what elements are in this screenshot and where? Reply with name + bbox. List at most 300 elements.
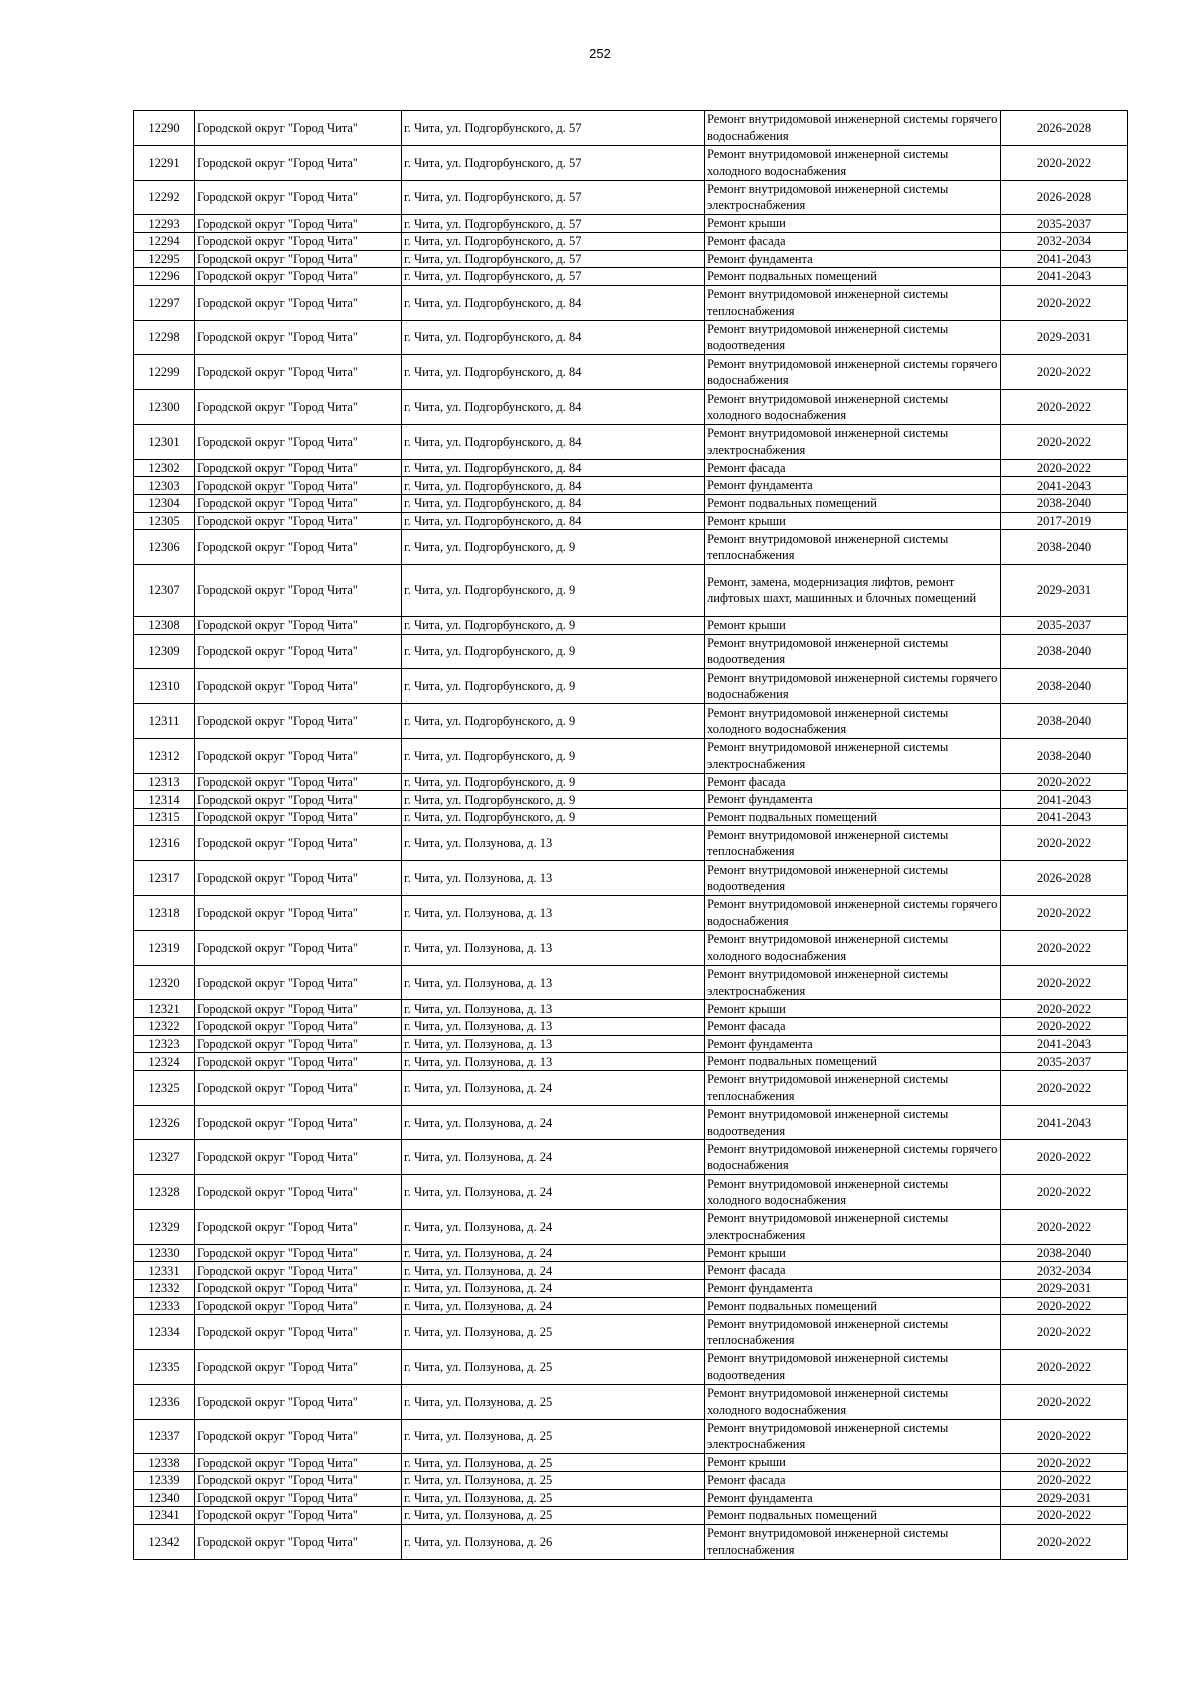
work-type-cell: Ремонт подвальных помещений [705,494,1001,512]
municipality-cell: Городской округ "Город Чита" [195,616,402,634]
municipality-cell: Городской округ "Город Чита" [195,1210,402,1245]
work-type-cell: Ремонт внутридомовой инженерной системы теплоснабжения [705,1315,1001,1350]
municipality-cell: Городской округ "Город Чита" [195,145,402,180]
work-type-cell: Ремонт внутридомовой инженерной системы горячего водоснабжения [705,1140,1001,1175]
table-row [134,1210,1128,1245]
municipality-cell: Городской округ "Город Чита" [195,530,402,565]
period-cell: 2029-2031 [1001,564,1128,616]
work-type-cell: Ремонт внутридомовой инженерной системы электроснабжения [705,1419,1001,1454]
row-number: 12305 [134,512,195,530]
address-cell: г. Чита, ул. Ползунова, д. 24 [402,1210,705,1245]
table-row [134,215,1128,233]
row-number: 12320 [134,965,195,1000]
period-cell: 2038-2040 [1001,704,1128,739]
municipality-cell: Городской округ "Город Чита" [195,1105,402,1140]
table-row [134,320,1128,355]
period-cell: 2038-2040 [1001,530,1128,565]
row-number: 12309 [134,634,195,669]
row-number: 12313 [134,773,195,791]
address-cell: г. Чита, ул. Подгорбунского, д. 9 [402,791,705,809]
period-cell: 2041-2043 [1001,808,1128,826]
work-type-cell: Ремонт, замена, модернизация лифтов, ремонт лифтовых шахт, машинных и блочных помещений [705,564,1001,616]
period-cell: 2020-2022 [1001,145,1128,180]
address-cell: г. Чита, ул. Ползунова, д. 13 [402,826,705,861]
row-number: 12332 [134,1280,195,1298]
table-body [134,111,1128,1560]
address-cell: г. Чита, ул. Подгорбунского, д. 57 [402,111,705,146]
work-type-cell: Ремонт внутридомовой инженерной системы электроснабжения [705,424,1001,459]
work-type-cell: Ремонт фундамента [705,1280,1001,1298]
address-cell: г. Чита, ул. Ползунова, д. 25 [402,1489,705,1507]
table-row [134,268,1128,286]
row-number: 12307 [134,564,195,616]
period-cell: 2041-2043 [1001,268,1128,286]
municipality-cell: Городской округ "Город Чита" [195,791,402,809]
municipality-cell: Городской округ "Город Чита" [195,1419,402,1454]
work-type-cell: Ремонт внутридомовой инженерной системы теплоснабжения [705,826,1001,861]
address-cell: г. Чита, ул. Ползунова, д. 24 [402,1280,705,1298]
work-type-cell: Ремонт крыши [705,512,1001,530]
address-cell: г. Чита, ул. Ползунова, д. 25 [402,1419,705,1454]
work-type-cell: Ремонт внутридомовой инженерной системы электроснабжения [705,180,1001,215]
period-cell: 2020-2022 [1001,1419,1128,1454]
work-type-cell: Ремонт внутридомовой инженерной системы водоотведения [705,1350,1001,1385]
period-cell: 2041-2043 [1001,1035,1128,1053]
table-row [134,111,1128,146]
work-type-cell: Ремонт подвальных помещений [705,808,1001,826]
table-row [134,1419,1128,1454]
work-type-cell: Ремонт фасада [705,459,1001,477]
table-row [134,1244,1128,1262]
work-type-cell: Ремонт внутридомовой инженерной системы холодного водоснабжения [705,930,1001,965]
work-type-cell: Ремонт фасада [705,773,1001,791]
work-type-cell: Ремонт крыши [705,1244,1001,1262]
table-row [134,1507,1128,1525]
period-cell: 2020-2022 [1001,773,1128,791]
row-number: 12331 [134,1262,195,1280]
municipality-cell: Городской округ "Город Чита" [195,1175,402,1210]
repair-schedule-table [133,110,1128,1560]
period-cell: 2020-2022 [1001,1140,1128,1175]
municipality-cell: Городской округ "Город Чита" [195,1471,402,1489]
period-cell: 2041-2043 [1001,250,1128,268]
table-row [134,634,1128,669]
table-row [134,616,1128,634]
row-number: 12301 [134,424,195,459]
work-type-cell: Ремонт внутридомовой инженерной системы водоотведения [705,320,1001,355]
address-cell: г. Чита, ул. Ползунова, д. 25 [402,1454,705,1472]
row-number: 12329 [134,1210,195,1245]
municipality-cell: Городской округ "Город Чита" [195,390,402,425]
table-row [134,861,1128,896]
row-number: 12292 [134,180,195,215]
work-type-cell: Ремонт крыши [705,1454,1001,1472]
municipality-cell: Городской округ "Город Чита" [195,861,402,896]
period-cell: 2020-2022 [1001,1018,1128,1036]
period-cell: 2041-2043 [1001,1105,1128,1140]
row-number: 12299 [134,355,195,390]
municipality-cell: Городской округ "Город Чита" [195,1350,402,1385]
work-type-cell: Ремонт внутридомовой инженерной системы теплоснабжения [705,1070,1001,1105]
table-row [134,738,1128,773]
period-cell: 2032-2034 [1001,232,1128,250]
row-number: 12341 [134,1507,195,1525]
address-cell: г. Чита, ул. Ползунова, д. 13 [402,1035,705,1053]
table-row [134,930,1128,965]
address-cell: г. Чита, ул. Ползунова, д. 26 [402,1524,705,1559]
municipality-cell: Городской округ "Город Чита" [195,268,402,286]
table-row [134,232,1128,250]
municipality-cell: Городской округ "Город Чита" [195,232,402,250]
work-type-cell: Ремонт подвальных помещений [705,1053,1001,1071]
period-cell: 2038-2040 [1001,494,1128,512]
municipality-cell: Городской округ "Город Чита" [195,494,402,512]
row-number: 12295 [134,250,195,268]
municipality-cell: Городской округ "Город Чита" [195,1262,402,1280]
period-cell: 2020-2022 [1001,285,1128,320]
table-row [134,808,1128,826]
municipality-cell: Городской округ "Город Чита" [195,704,402,739]
period-cell: 2020-2022 [1001,1471,1128,1489]
table-row [134,1350,1128,1385]
period-cell: 2020-2022 [1001,1524,1128,1559]
period-cell: 2029-2031 [1001,1489,1128,1507]
address-cell: г. Чита, ул. Ползунова, д. 13 [402,1018,705,1036]
municipality-cell: Городской округ "Город Чита" [195,459,402,477]
period-cell: 2020-2022 [1001,424,1128,459]
address-cell: г. Чита, ул. Ползунова, д. 13 [402,1053,705,1071]
period-cell: 2020-2022 [1001,930,1128,965]
period-cell: 2017-2019 [1001,512,1128,530]
municipality-cell: Городской округ "Город Чита" [195,111,402,146]
row-number: 12297 [134,285,195,320]
table-row [134,965,1128,1000]
row-number: 12308 [134,616,195,634]
row-number: 12306 [134,530,195,565]
table-row [134,1384,1128,1419]
period-cell: 2020-2022 [1001,896,1128,931]
table-row [134,1053,1128,1071]
work-type-cell: Ремонт крыши [705,215,1001,233]
address-cell: г. Чита, ул. Ползунова, д. 24 [402,1297,705,1315]
period-cell: 2020-2022 [1001,1000,1128,1018]
address-cell: г. Чита, ул. Подгорбунского, д. 84 [402,512,705,530]
row-number: 12291 [134,145,195,180]
table-row [134,1524,1128,1559]
address-cell: г. Чита, ул. Подгорбунского, д. 57 [402,180,705,215]
municipality-cell: Городской округ "Город Чита" [195,1524,402,1559]
table-row [134,773,1128,791]
period-cell: 2020-2022 [1001,1175,1128,1210]
work-type-cell: Ремонт внутридомовой инженерной системы водоотведения [705,1105,1001,1140]
address-cell: г. Чита, ул. Ползунова, д. 13 [402,930,705,965]
period-cell: 2020-2022 [1001,1297,1128,1315]
municipality-cell: Городской округ "Город Чита" [195,1507,402,1525]
work-type-cell: Ремонт фасада [705,232,1001,250]
table-row [134,1262,1128,1280]
work-type-cell: Ремонт подвальных помещений [705,1297,1001,1315]
row-number: 12298 [134,320,195,355]
address-cell: г. Чита, ул. Ползунова, д. 25 [402,1315,705,1350]
address-cell: г. Чита, ул. Ползунова, д. 24 [402,1262,705,1280]
period-cell: 2020-2022 [1001,1315,1128,1350]
work-type-cell: Ремонт внутридомовой инженерной системы холодного водоснабжения [705,1175,1001,1210]
period-cell: 2020-2022 [1001,1210,1128,1245]
row-number: 12304 [134,494,195,512]
municipality-cell: Городской округ "Город Чита" [195,773,402,791]
row-number: 12335 [134,1350,195,1385]
row-number: 12312 [134,738,195,773]
period-cell: 2029-2031 [1001,1280,1128,1298]
address-cell: г. Чита, ул. Ползунова, д. 25 [402,1384,705,1419]
table-row [134,1105,1128,1140]
address-cell: г. Чита, ул. Ползунова, д. 25 [402,1471,705,1489]
row-number: 12340 [134,1489,195,1507]
municipality-cell: Городской округ "Город Чита" [195,424,402,459]
table-row [134,896,1128,931]
work-type-cell: Ремонт внутридомовой инженерной системы холодного водоснабжения [705,704,1001,739]
address-cell: г. Чита, ул. Ползунова, д. 24 [402,1070,705,1105]
row-number: 12293 [134,215,195,233]
row-number: 12325 [134,1070,195,1105]
address-cell: г. Чита, ул. Подгорбунского, д. 84 [402,355,705,390]
work-type-cell: Ремонт внутридомовой инженерной системы электроснабжения [705,738,1001,773]
address-cell: г. Чита, ул. Подгорбунского, д. 57 [402,232,705,250]
municipality-cell: Городской округ "Город Чита" [195,1384,402,1419]
row-number: 12300 [134,390,195,425]
municipality-cell: Городской округ "Город Чита" [195,1244,402,1262]
row-number: 12339 [134,1471,195,1489]
table-row [134,477,1128,495]
table-row [134,1280,1128,1298]
municipality-cell: Городской округ "Город Чита" [195,285,402,320]
municipality-cell: Городской округ "Город Чита" [195,1140,402,1175]
table-row [134,1297,1128,1315]
municipality-cell: Городской округ "Город Чита" [195,896,402,931]
period-cell: 2020-2022 [1001,1070,1128,1105]
address-cell: г. Чита, ул. Подгорбунского, д. 84 [402,477,705,495]
table-row [134,512,1128,530]
table-row [134,791,1128,809]
period-cell: 2026-2028 [1001,180,1128,215]
row-number: 12319 [134,930,195,965]
table-row [134,459,1128,477]
work-type-cell: Ремонт внутридомовой инженерной системы теплоснабжения [705,285,1001,320]
municipality-cell: Городской округ "Город Чита" [195,564,402,616]
period-cell: 2038-2040 [1001,669,1128,704]
municipality-cell: Городской округ "Город Чита" [195,738,402,773]
work-type-cell: Ремонт внутридомовой инженерной системы электроснабжения [705,1210,1001,1245]
address-cell: г. Чита, ул. Подгорбунского, д. 84 [402,424,705,459]
municipality-cell: Городской округ "Город Чита" [195,215,402,233]
work-type-cell: Ремонт внутридомовой инженерной системы теплоснабжения [705,530,1001,565]
row-number: 12342 [134,1524,195,1559]
address-cell: г. Чита, ул. Подгорбунского, д. 9 [402,669,705,704]
table-row [134,1471,1128,1489]
table-row [134,180,1128,215]
row-number: 12333 [134,1297,195,1315]
municipality-cell: Городской округ "Город Чита" [195,669,402,704]
address-cell: г. Чита, ул. Ползунова, д. 24 [402,1105,705,1140]
row-number: 12317 [134,861,195,896]
period-cell: 2020-2022 [1001,1507,1128,1525]
table-row [134,1175,1128,1210]
work-type-cell: Ремонт подвальных помещений [705,1507,1001,1525]
row-number: 12336 [134,1384,195,1419]
municipality-cell: Городской округ "Город Чита" [195,1053,402,1071]
row-number: 12322 [134,1018,195,1036]
work-type-cell: Ремонт внутридомовой инженерной системы холодного водоснабжения [705,1384,1001,1419]
table-row [134,424,1128,459]
address-cell: г. Чита, ул. Ползунова, д. 13 [402,1000,705,1018]
period-cell: 2020-2022 [1001,390,1128,425]
period-cell: 2020-2022 [1001,826,1128,861]
municipality-cell: Городской округ "Город Чита" [195,965,402,1000]
address-cell: г. Чита, ул. Подгорбунского, д. 9 [402,564,705,616]
period-cell: 2026-2028 [1001,861,1128,896]
row-number: 12296 [134,268,195,286]
work-type-cell: Ремонт внутридомовой инженерной системы горячего водоснабжения [705,896,1001,931]
period-cell: 2041-2043 [1001,477,1128,495]
municipality-cell: Городской округ "Город Чита" [195,930,402,965]
municipality-cell: Городской округ "Город Чита" [195,1297,402,1315]
row-number: 12321 [134,1000,195,1018]
work-type-cell: Ремонт фундамента [705,1035,1001,1053]
address-cell: г. Чита, ул. Подгорбунского, д. 84 [402,459,705,477]
address-cell: г. Чита, ул. Подгорбунского, д. 9 [402,704,705,739]
address-cell: г. Чита, ул. Ползунова, д. 24 [402,1140,705,1175]
period-cell: 2026-2028 [1001,111,1128,146]
period-cell: 2032-2034 [1001,1262,1128,1280]
work-type-cell: Ремонт внутридомовой инженерной системы горячего водоснабжения [705,111,1001,146]
table-row [134,285,1128,320]
period-cell: 2035-2037 [1001,215,1128,233]
address-cell: г. Чита, ул. Ползунова, д. 25 [402,1507,705,1525]
municipality-cell: Городской округ "Город Чита" [195,1489,402,1507]
work-type-cell: Ремонт внутридомовой инженерной системы водоотведения [705,861,1001,896]
work-type-cell: Ремонт фасада [705,1018,1001,1036]
address-cell: г. Чита, ул. Подгорбунского, д. 84 [402,285,705,320]
municipality-cell: Городской округ "Город Чита" [195,1454,402,1472]
table-row [134,1489,1128,1507]
row-number: 12327 [134,1140,195,1175]
row-number: 12328 [134,1175,195,1210]
work-type-cell: Ремонт крыши [705,616,1001,634]
address-cell: г. Чита, ул. Подгорбунского, д. 84 [402,494,705,512]
address-cell: г. Чита, ул. Ползунова, д. 13 [402,861,705,896]
table-row [134,1018,1128,1036]
address-cell: г. Чита, ул. Подгорбунского, д. 9 [402,738,705,773]
municipality-cell: Городской округ "Город Чита" [195,1280,402,1298]
municipality-cell: Городской округ "Город Чита" [195,808,402,826]
address-cell: г. Чита, ул. Подгорбунского, д. 9 [402,634,705,669]
row-number: 12315 [134,808,195,826]
row-number: 12318 [134,896,195,931]
address-cell: г. Чита, ул. Подгорбунского, д. 57 [402,215,705,233]
table-row [134,250,1128,268]
row-number: 12302 [134,459,195,477]
period-cell: 2020-2022 [1001,965,1128,1000]
period-cell: 2041-2043 [1001,791,1128,809]
row-number: 12338 [134,1454,195,1472]
row-number: 12337 [134,1419,195,1454]
period-cell: 2020-2022 [1001,459,1128,477]
table-row [134,826,1128,861]
period-cell: 2035-2037 [1001,1053,1128,1071]
address-cell: г. Чита, ул. Ползунова, д. 25 [402,1350,705,1385]
address-cell: г. Чита, ул. Ползунова, д. 13 [402,965,705,1000]
table-row [134,1140,1128,1175]
row-number: 12311 [134,704,195,739]
period-cell: 2020-2022 [1001,1350,1128,1385]
municipality-cell: Городской округ "Город Чита" [195,1035,402,1053]
table-row [134,145,1128,180]
address-cell: г. Чита, ул. Подгорбунского, д. 57 [402,145,705,180]
period-cell: 2038-2040 [1001,1244,1128,1262]
row-number: 12323 [134,1035,195,1053]
address-cell: г. Чита, ул. Ползунова, д. 24 [402,1175,705,1210]
work-type-cell: Ремонт внутридомовой инженерной системы горячего водоснабжения [705,669,1001,704]
period-cell: 2020-2022 [1001,1454,1128,1472]
table-row [134,669,1128,704]
table-row [134,1315,1128,1350]
address-cell: г. Чита, ул. Подгорбунского, д. 84 [402,320,705,355]
municipality-cell: Городской округ "Город Чита" [195,634,402,669]
row-number: 12290 [134,111,195,146]
table-row [134,704,1128,739]
work-type-cell: Ремонт фасада [705,1471,1001,1489]
work-type-cell: Ремонт внутридомовой инженерной системы холодного водоснабжения [705,145,1001,180]
address-cell: г. Чита, ул. Подгорбунского, д. 9 [402,808,705,826]
municipality-cell: Городской округ "Город Чита" [195,1070,402,1105]
municipality-cell: Городской округ "Город Чита" [195,1315,402,1350]
work-type-cell: Ремонт фундамента [705,250,1001,268]
row-number: 12324 [134,1053,195,1071]
row-number: 12316 [134,826,195,861]
row-number: 12314 [134,791,195,809]
period-cell: 2038-2040 [1001,634,1128,669]
address-cell: г. Чита, ул. Подгорбунского, д. 57 [402,250,705,268]
municipality-cell: Городской округ "Город Чита" [195,477,402,495]
work-type-cell: Ремонт крыши [705,1000,1001,1018]
row-number: 12303 [134,477,195,495]
municipality-cell: Городской округ "Город Чита" [195,1000,402,1018]
row-number: 12326 [134,1105,195,1140]
table-row [134,1070,1128,1105]
table-row [134,564,1128,616]
work-type-cell: Ремонт внутридомовой инженерной системы электроснабжения [705,965,1001,1000]
address-cell: г. Чита, ул. Подгорбунского, д. 84 [402,390,705,425]
municipality-cell: Городской округ "Город Чита" [195,180,402,215]
row-number: 12330 [134,1244,195,1262]
row-number: 12294 [134,232,195,250]
table-row [134,390,1128,425]
table-row [134,494,1128,512]
municipality-cell: Городской округ "Город Чита" [195,512,402,530]
table-row [134,355,1128,390]
table-row [134,1000,1128,1018]
address-cell: г. Чита, ул. Подгорбунского, д. 9 [402,773,705,791]
work-type-cell: Ремонт внутридомовой инженерной системы теплоснабжения [705,1524,1001,1559]
work-type-cell: Ремонт внутридомовой инженерной системы водоотведения [705,634,1001,669]
municipality-cell: Городской округ "Город Чита" [195,355,402,390]
period-cell: 2035-2037 [1001,616,1128,634]
work-type-cell: Ремонт подвальных помещений [705,268,1001,286]
address-cell: г. Чита, ул. Подгорбунского, д. 9 [402,530,705,565]
work-type-cell: Ремонт внутридомовой инженерной системы горячего водоснабжения [705,355,1001,390]
period-cell: 2038-2040 [1001,738,1128,773]
municipality-cell: Городской округ "Город Чита" [195,320,402,355]
